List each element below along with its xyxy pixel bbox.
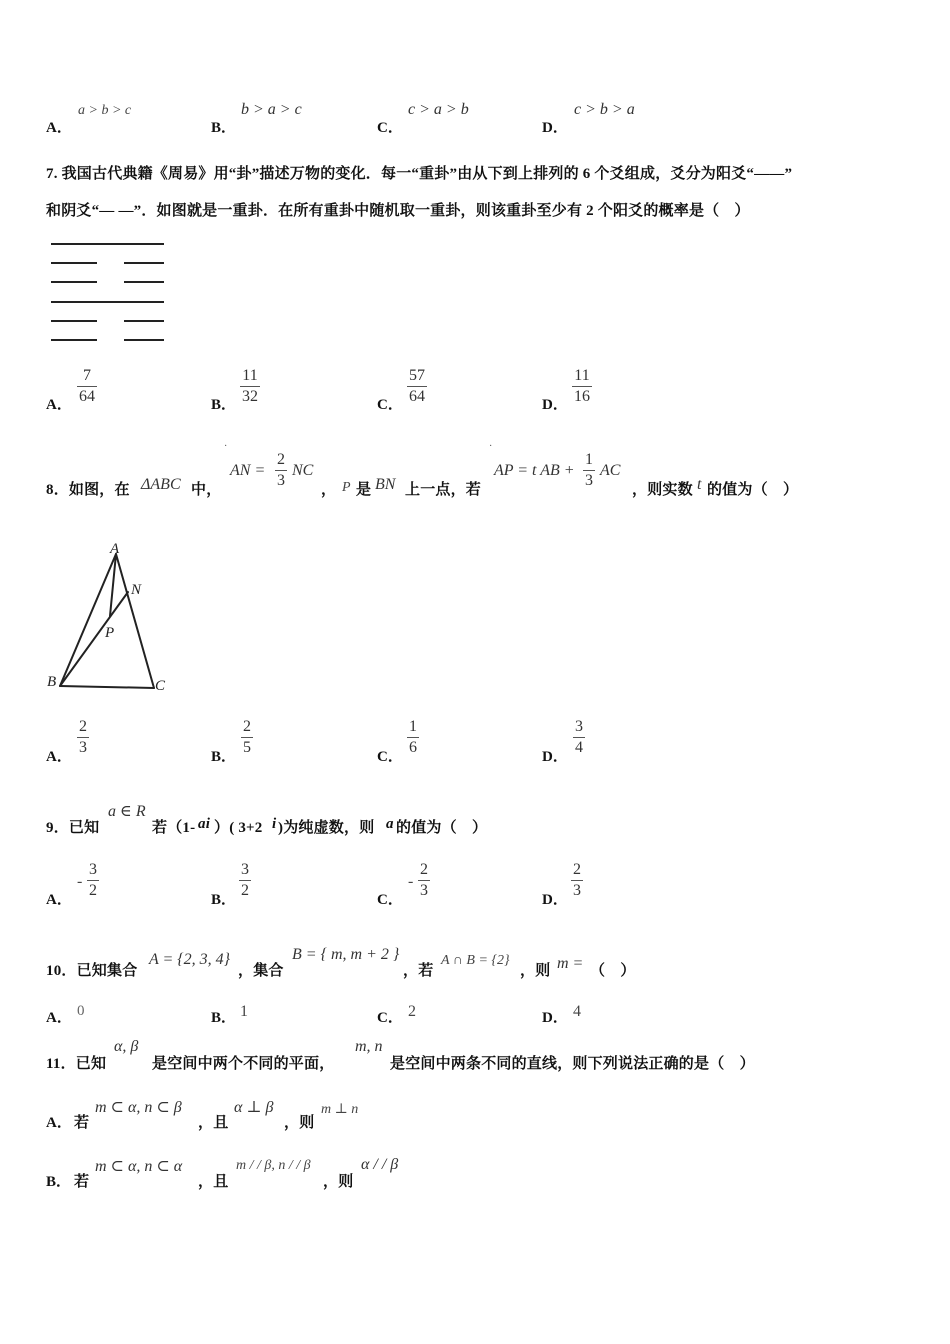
hexagram-line-6-yin-left [51,339,97,341]
hexagram-line-6-yin-right [124,339,164,341]
q7-option-c-fraction [407,367,427,406]
q8-option-a-label: A． [46,749,72,765]
q8-zhong: 中， [191,482,222,498]
label-vertex-b: B [47,674,57,690]
q8-option-b-num: 2 [243,718,251,735]
q6-option-c-label: C． [377,120,403,136]
q8-option-c-den: 6 [409,739,417,756]
q11-option-b-cond3: α / / β [361,1156,399,1173]
q11-option-a-ze: ，则 [284,1115,315,1131]
q6-option-a-text: a > b > c [78,103,132,118]
q6-option-d-label: D． [542,120,568,136]
q11-option-a-cond2: α ⊥ β [234,1099,274,1116]
q8-option-d-label: D． [542,749,568,765]
q9-a: a [386,816,394,832]
q8-an-rhs: NC [292,462,314,479]
q10-intersection: A ∩ B = {2} [441,953,510,968]
q7-stem-line1: 7. 我国古代典籍《周易》用“卦”描述万物的变化．每一“重卦”由从下到上排列的 6 个爻组成，爻分为阳爻“——” [46,166,793,182]
q7-option-d-den: 16 [574,388,590,405]
side-bc [60,686,154,688]
q7-option-b-label: B． [211,397,237,413]
q8-option-b-fraction [241,718,253,757]
q8-ap-fraction [583,451,595,490]
q8-option-b-den: 5 [243,739,251,756]
q7-option-b-den: 32 [242,388,258,405]
label-point-n: N [131,582,142,598]
hexagram-line-4-yang [51,301,164,303]
q10-option-d-label: D． [542,1010,568,1026]
q11-prefix: 11．已知 [46,1056,107,1072]
q10-option-c-label: C． [377,1010,403,1026]
q7-option-d-num: 11 [574,367,590,384]
q7-option-c-label: C． [377,397,403,413]
q11-option-b-cond2: m / / β, n / / β [236,1158,311,1173]
q10-option-a-text: 0 [77,1003,85,1019]
q10-set-a: A = {2, 3, 4} [149,951,231,968]
q8-triangle: ΔABC [141,476,181,493]
q9-ai: ai [198,816,211,832]
q6-option-b-label: B． [211,120,237,136]
q8-ap-den: 3 [585,472,593,489]
q8-shi: 是 [356,482,372,498]
q8-option-c-label: C． [377,749,403,765]
q8-option-a-den: 3 [79,739,87,756]
q11-tail: 是空间中两条不同的直线，则下列说法正确的是（ ） [390,1056,755,1072]
q11-planes: α, β [114,1038,139,1055]
hexagram-line-2-yin-right [124,262,164,264]
q11-option-b-qie: ，且 [198,1174,229,1190]
q9-option-a-sign: - [77,873,83,890]
q8-var-t: t [697,476,702,493]
q9-mid: ）( 3+2 [214,820,263,836]
q9-tail2: 的值为（ ） [396,820,488,836]
q8-prefix: 8．如图，在 [46,482,130,498]
side-ac [116,554,154,688]
hexagram-line-5-yin-right [124,320,164,322]
q10-tail: （ ） [590,963,636,979]
q10-option-b-text: 1 [240,1003,248,1020]
q11-option-a-cond3: m ⊥ n [321,1102,359,1117]
q8-comma1: ， [321,482,337,498]
q10-option-d-text: 4 [573,1003,581,1020]
q9-option-c-sign: - [408,873,414,890]
q11-option-a-qie: ，且 [198,1115,229,1131]
q9-option-b-num: 3 [241,861,249,878]
q8-bn: BN [375,476,396,493]
q10-set-b: B = { m, m + 2 } [292,946,400,963]
q7-option-b-fraction [240,367,260,406]
q9-option-d-num: 2 [573,861,581,878]
q8-option-c-fraction [407,718,419,757]
q11-option-b-label: B． [46,1174,72,1190]
q10-mid3: ，则 [520,963,551,979]
q8-option-b-label: B． [211,749,237,765]
q10-option-c-text: 2 [408,1003,416,1020]
q9-option-b-den: 2 [241,882,249,899]
q9-option-a-den: 2 [89,882,97,899]
q11-option-b-cond1: m ⊂ α, n ⊂ α [95,1158,183,1175]
q11-option-a-label: A． [46,1115,72,1131]
q7-option-a-label: A． [46,397,72,413]
q6-option-d-text: c > b > a [574,101,635,118]
q9-tail: )为纯虚数，则 [278,820,375,836]
q8-an-den: 3 [277,472,285,489]
q11-lines: m, n [355,1038,383,1055]
q7-option-c-den: 64 [409,388,425,405]
q8-option-c-num: 1 [409,718,417,735]
hexagram-line-1-yang [51,243,164,245]
q11-option-a-ruo: 若 [74,1115,90,1131]
q6-option-c-text: c > a > b [408,101,469,118]
q8-shang: 上一点，若 [405,482,482,498]
q10-var-m: m = [557,955,584,972]
hexagram-line-5-yin-left [51,320,97,322]
q7-option-a-den: 64 [79,388,95,405]
q10-prefix: 10．已知集合 [46,963,138,979]
q11-option-b-ruo: 若 [74,1174,90,1190]
q8-an-fraction [275,451,287,490]
q9-option-b-label: B． [211,892,237,908]
q9-option-c-num: 2 [420,861,428,878]
q8-ap-num: 1 [585,451,593,468]
q10-option-a-label: A． [46,1010,72,1026]
hexagram-line-2-yin-left [51,262,97,264]
q8-ap-lhs: AP = t AB + [494,462,575,479]
hexagram-line-3-yin-left [51,281,97,283]
label-point-p: P [105,625,115,641]
q9-option-d-fraction [571,861,583,900]
q10-option-b-label: B． [211,1010,237,1026]
q11-mid: 是空间中两个不同的平面， [152,1056,335,1072]
q7-option-a-fraction [77,367,97,406]
q9-option-a-num: 3 [89,861,97,878]
q7-option-d-label: D． [542,397,568,413]
q9-option-c-label: C． [377,892,403,908]
q7-option-a-num: 7 [83,367,91,384]
q9-prefix: 9．已知 [46,820,100,836]
q8-point-p: P [342,480,351,495]
q9-i: i [272,816,277,832]
q6-option-a-label: A． [46,120,72,136]
label-vertex-c: C [155,678,166,694]
q9-option-d-label: D． [542,892,568,908]
q7-stem-line2: 和阴爻“— —”．如图就是一重卦．在所有重卦中随机取一重卦，则该重卦至少有 2 个阳爻的概率是（ ） [46,203,750,219]
q8-an-num: 2 [277,451,285,468]
q9-condition: a ∈ R [108,803,146,820]
q10-mid1: ，集合 [238,963,284,979]
q8-option-d-den: 4 [575,739,583,756]
q8-tail2: 的值为（ ） [707,482,799,498]
q9-option-a-fraction [87,861,99,900]
q9-option-c-fraction [418,861,430,900]
q8-ap-rhs: AC [600,462,621,479]
q7-option-d-fraction [572,367,592,406]
q8-option-d-fraction [573,718,585,757]
q8-tail: ，则实数 [632,482,693,498]
triangle-figure [44,536,174,696]
q8-option-a-num: 2 [79,718,87,735]
q11-option-b-ze: ，则 [323,1174,354,1190]
q9-option-d-den: 3 [573,882,581,899]
q6-option-b-text: b > a > c [241,101,302,118]
q7-option-b-num: 11 [242,367,258,384]
q8-an-lhs: AN = [230,462,266,479]
q11-option-a-cond1: m ⊂ α, n ⊂ β [95,1099,182,1116]
q8-option-a-fraction [77,718,89,757]
q10-mid2: ，若 [403,963,434,979]
q9-option-c-den: 3 [420,882,428,899]
q8-option-d-num: 3 [575,718,583,735]
label-vertex-a: A [110,541,120,557]
q9-option-a-label: A． [46,892,72,908]
q7-option-c-num: 57 [409,367,425,384]
hexagram-line-3-yin-right [124,281,164,283]
q9-option-b-fraction [239,861,251,900]
q9-ruo: 若（1- [152,820,196,836]
